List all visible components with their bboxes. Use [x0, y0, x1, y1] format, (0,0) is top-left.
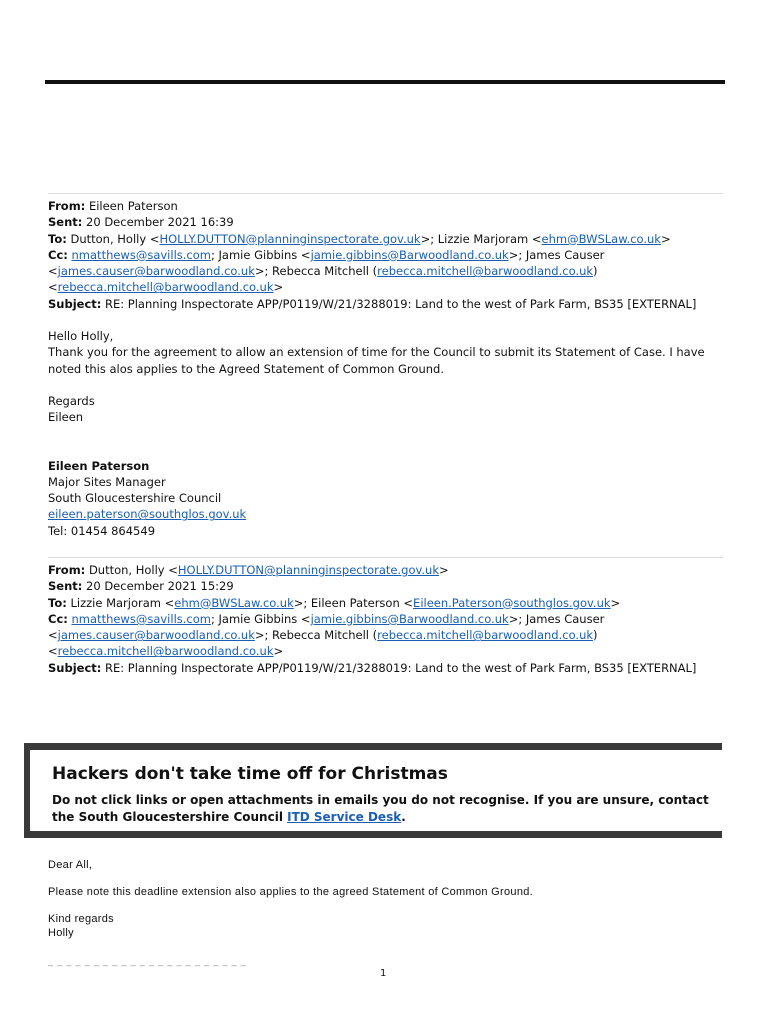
holly-body: Please note this deadline extension also applies to the agreed Statement of Common Ground.	[48, 886, 534, 898]
top-rule	[45, 80, 725, 84]
itd-service-desk-link[interactable]: ITD Service Desk	[287, 810, 402, 824]
cc-line: Cc: nmatthews@savills.com; Jamie Gibbins <jamie.gibbins@Barwoodland.co.uk>; James Causer <james.causer@barwoodland.co.uk>; Rebecca Mitchell (rebecca.mitchell@barwoodland.co.uk) <rebecca.mitchell@barwoodland.co.uk>	[48, 247, 605, 295]
signature-name: Eileen Paterson	[48, 458, 150, 473]
email-1	[48, 198, 728, 539]
holly-regards: Kind regards	[48, 913, 114, 925]
signature-title: Major Sites Manager	[48, 474, 166, 489]
to-line: To: Lizzie Marjoram <ehm@BWSLaw.co.uk>; Eileen Paterson <Eileen.Paterson@southglos.gov.uk>	[48, 595, 621, 610]
page-number: 1	[380, 968, 387, 979]
email-link[interactable]: james.causer@barwoodland.co.uk	[57, 264, 255, 279]
regards: Regards	[48, 393, 95, 408]
email-link[interactable]: rebecca.mitchell@barwoodland.co.uk	[57, 644, 274, 659]
email-link[interactable]: james.causer@barwoodland.co.uk	[57, 628, 255, 643]
signature-email-link[interactable]: eileen.paterson@southglos.gov.uk	[48, 507, 247, 522]
security-warning-banner	[24, 743, 722, 838]
greeting: Hello Holly,	[48, 329, 114, 344]
from-line: From: Eileen Paterson	[48, 199, 178, 213]
email-link[interactable]: rebecca.mitchell@barwoodland.co.uk	[377, 264, 594, 279]
email-link[interactable]: ehm@BWSLaw.co.uk	[541, 231, 661, 246]
email-link[interactable]: ehm@BWSLaw.co.uk	[174, 595, 294, 610]
email-link[interactable]: nmatthews@savills.com	[71, 611, 211, 626]
header-separator	[48, 193, 723, 194]
banner-title: Hackers don't take time off for Christmas	[52, 764, 448, 784]
email-link[interactable]: HOLLY.DUTTON@planninginspectorate.gov.uk	[159, 231, 421, 246]
message-separator	[48, 557, 723, 558]
email-link[interactable]: HOLLY.DUTTON@planninginspectorate.gov.uk	[177, 563, 440, 577]
email-2	[48, 562, 728, 676]
signature-tel: Tel: 01454 864549	[48, 523, 156, 538]
message-body: Thank you for the agreement to allow an extension of time for the Council to submit its Statement of Case. I have noted this alos applies to the Agreed Statement of Common Ground.	[48, 345, 705, 376]
from-line: From: Dutton, Holly <HOLLY.DUTTON@planninginspectorate.gov.uk>	[48, 563, 449, 577]
dashed-rule: _ _ _ _ _ _ _ _ _ _ _ _ _ _ _ _ _ _ _ _ _ _	[48, 956, 247, 967]
subject-line: Subject: RE: Planning Inspectorate APP/P0119/W/21/3288019: Land to the west of Park Farm, BS35 [EXTERNAL]	[48, 660, 697, 675]
cc-line: Cc: nmatthews@savills.com; Jamie Gibbins <jamie.gibbins@Barwoodland.co.uk>; James Causer <james.causer@barwoodland.co.uk>; Rebecca Mitchell (rebecca.mitchell@barwoodland.co.uk) <rebecca.mitchell@barwoodland.co.uk>	[48, 611, 605, 659]
signoff: Eileen	[48, 410, 84, 425]
email-link[interactable]: jamie.gibbins@Barwoodland.co.uk	[310, 611, 509, 626]
subject-line: Subject: RE: Planning Inspectorate APP/P0119/W/21/3288019: Land to the west of Park Farm, BS35 [EXTERNAL]	[48, 296, 697, 311]
signature-org: South Gloucestershire Council	[48, 491, 222, 506]
email-link[interactable]: jamie.gibbins@Barwoodland.co.uk	[310, 247, 509, 262]
holly-greeting: Dear All,	[48, 859, 93, 871]
email-link[interactable]: rebecca.mitchell@barwoodland.co.uk	[377, 628, 594, 643]
email-link[interactable]: rebecca.mitchell@barwoodland.co.uk	[57, 280, 274, 295]
to-line: To: Dutton, Holly <HOLLY.DUTTON@planninginspectorate.gov.uk>; Lizzie Marjoram <ehm@BWSLaw.co.uk>	[48, 231, 671, 246]
email-link[interactable]: Eileen.Paterson@southglos.gov.uk	[413, 595, 611, 610]
sent-line: Sent: 20 December 2021 16:39	[48, 215, 234, 230]
banner-text: Do not click links or open attachments in emails you do not recognise. If you are unsure, contact the South Gloucestershire Council ITD Service Desk.	[52, 793, 709, 824]
sent-line: Sent: 20 December 2021 15:29	[48, 579, 234, 594]
email-link[interactable]: nmatthews@savills.com	[71, 247, 211, 262]
holly-name: Holly	[48, 927, 74, 939]
